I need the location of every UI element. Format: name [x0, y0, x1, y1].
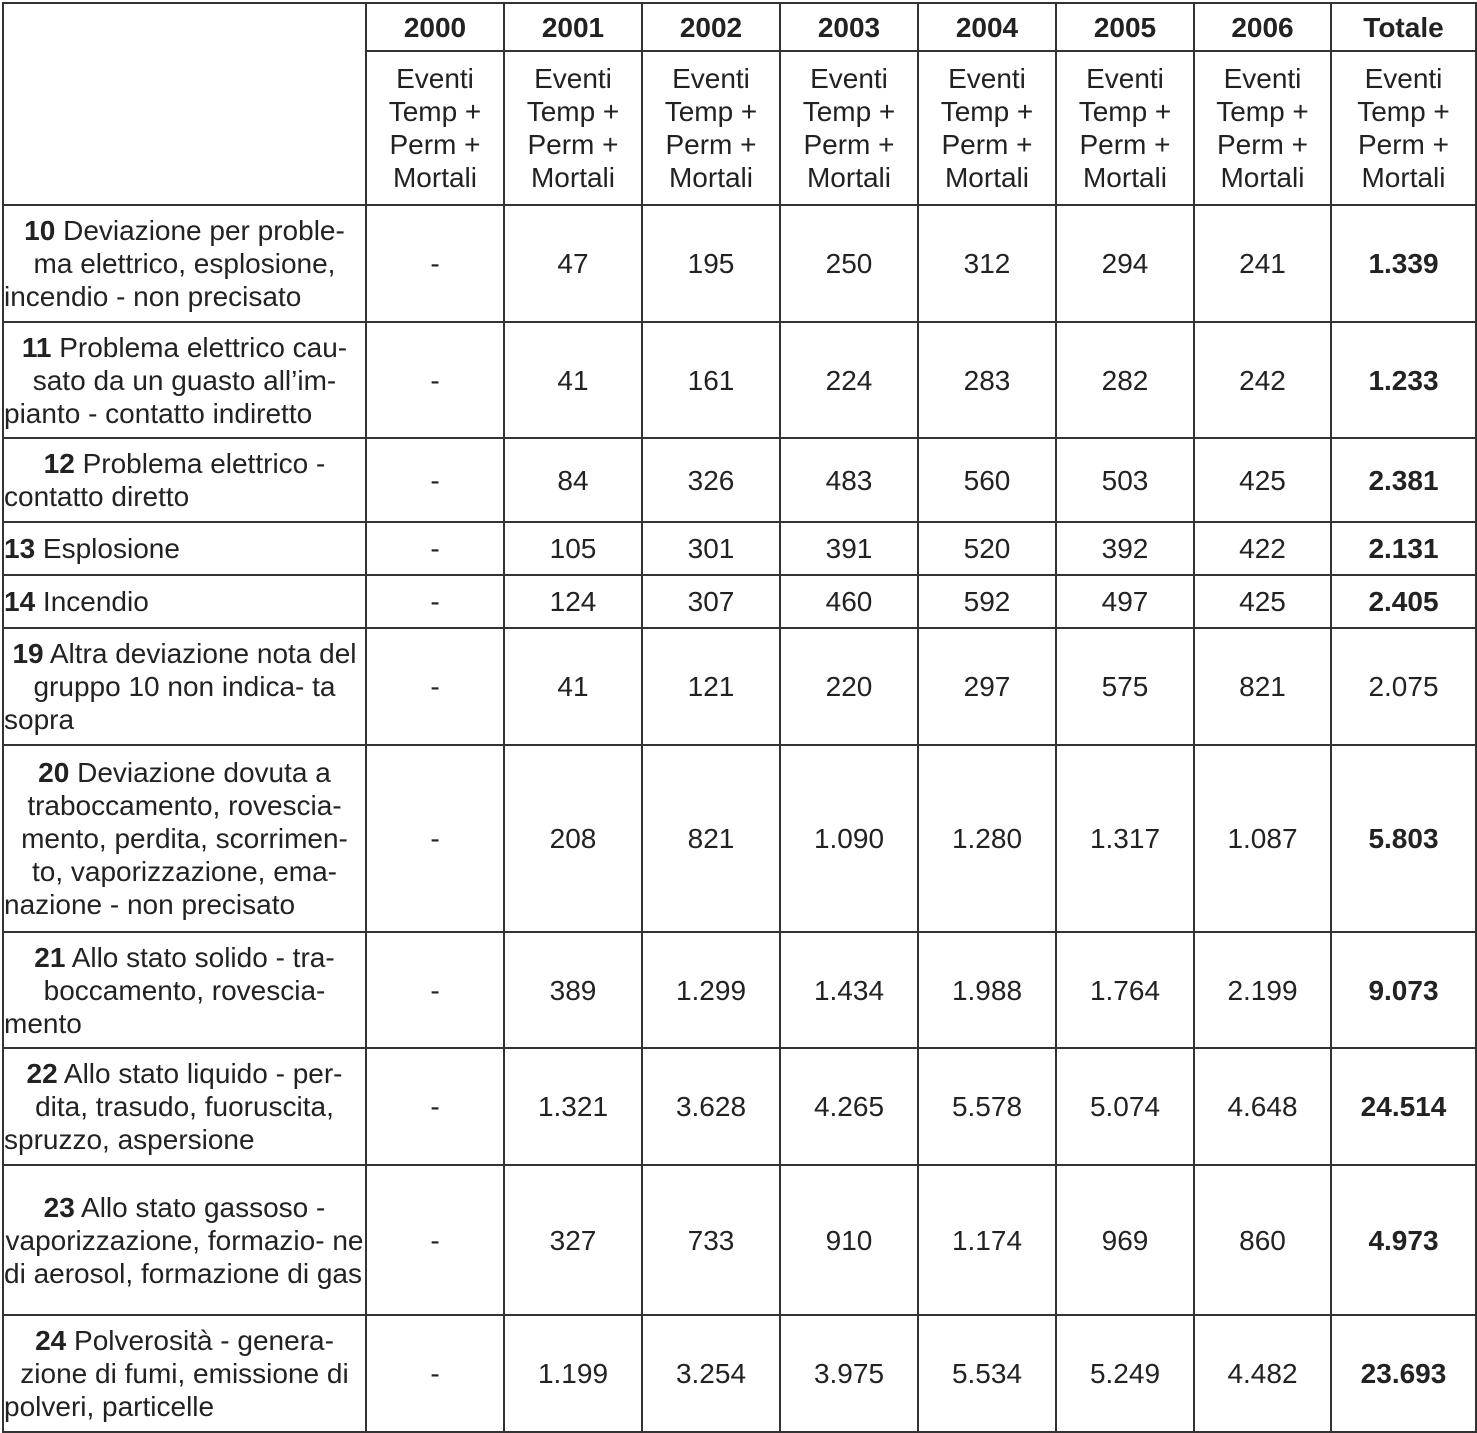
value-cell: 301 [642, 522, 780, 575]
header-subheader: Eventi Temp + Perm + Mortali [780, 51, 918, 205]
row-code: 21 [34, 941, 66, 973]
total-cell: 1.233 [1331, 322, 1476, 438]
total-cell: 1.339 [1331, 205, 1476, 322]
value-cell: 5.249 [1056, 1315, 1194, 1432]
value-cell: 389 [504, 932, 642, 1048]
value-cell: 1.299 [642, 932, 780, 1048]
value-cell: 105 [504, 522, 642, 575]
value-cell: 2.199 [1194, 932, 1331, 1048]
row-code: 11 [21, 331, 52, 363]
value-cell: 326 [642, 438, 780, 522]
header-subheader: Eventi Temp + Perm + Mortali [504, 51, 642, 205]
value-cell: 3.628 [642, 1048, 780, 1165]
row-description: 22 Allo stato liquido - per- dita, trasudo, fuoruscita, spruzzo, aspersione [3, 1048, 366, 1165]
value-cell: 1.317 [1056, 745, 1194, 932]
value-cell: 969 [1056, 1165, 1194, 1315]
value-cell: 1.321 [504, 1048, 642, 1165]
header-year: 2004 [918, 3, 1056, 51]
total-cell: 2.075 [1331, 628, 1476, 745]
value-cell: 41 [504, 322, 642, 438]
value-cell: 1.764 [1056, 932, 1194, 1048]
value-cell: 1.090 [780, 745, 918, 932]
header-year: 2003 [780, 3, 918, 51]
value-cell: 592 [918, 575, 1056, 628]
table-row [3, 1048, 1476, 1165]
row-code: 19 [12, 638, 44, 669]
value-cell: 4.482 [1194, 1315, 1331, 1432]
table-row [3, 205, 1476, 322]
value-cell: - [366, 322, 504, 438]
value-cell: 422 [1194, 522, 1331, 575]
table-row [3, 628, 1476, 745]
value-cell: 41 [504, 628, 642, 745]
header-subheader: Eventi Temp + Perm + Mortali [1194, 51, 1331, 205]
value-cell: 297 [918, 628, 1056, 745]
value-cell: 460 [780, 575, 918, 628]
row-code: 20 [38, 757, 70, 788]
header-subheader: Eventi Temp + Perm + Mortali [366, 51, 504, 205]
value-cell: 860 [1194, 1165, 1331, 1315]
value-cell: 425 [1194, 575, 1331, 628]
row-description: 13 Esplosione [3, 522, 366, 575]
value-cell: 4.265 [780, 1048, 918, 1165]
total-cell: 2.405 [1331, 575, 1476, 628]
table-row [3, 1165, 1476, 1315]
value-cell: 910 [780, 1165, 918, 1315]
header-total: Totale [1331, 3, 1476, 51]
total-cell: 5.803 [1331, 745, 1476, 932]
row-description: 12 Problema elettrico - contatto diretto [3, 438, 366, 522]
table-body [3, 205, 1476, 1432]
row-code: 12 [43, 448, 75, 479]
value-cell: 560 [918, 438, 1056, 522]
value-cell: 3.254 [642, 1315, 780, 1432]
value-cell: 250 [780, 205, 918, 322]
row-description: 21 Allo stato solido - tra- boccamento, rovescia- mento [3, 932, 366, 1048]
value-cell: 3.975 [780, 1315, 918, 1432]
value-cell: 1.087 [1194, 745, 1331, 932]
value-cell: 1.174 [918, 1165, 1056, 1315]
total-cell: 23.693 [1331, 1315, 1476, 1432]
table-row [3, 522, 1476, 575]
value-cell: 4.648 [1194, 1048, 1331, 1165]
value-cell: 5.534 [918, 1315, 1056, 1432]
value-cell: 307 [642, 575, 780, 628]
total-cell: 9.073 [1331, 932, 1476, 1048]
table-row [3, 575, 1476, 628]
row-code: 24 [35, 1325, 67, 1356]
value-cell: 121 [642, 628, 780, 745]
table-row [3, 745, 1476, 932]
value-cell: 821 [1194, 628, 1331, 745]
total-cell: 4.973 [1331, 1165, 1476, 1315]
header-subheader: Eventi Temp + Perm + Mortali [1056, 51, 1194, 205]
value-cell: - [366, 628, 504, 745]
value-cell: 282 [1056, 322, 1194, 438]
value-cell: - [366, 438, 504, 522]
value-cell: 391 [780, 522, 918, 575]
value-cell: 1.199 [504, 1315, 642, 1432]
value-cell: - [366, 1165, 504, 1315]
value-cell: - [366, 932, 504, 1048]
value-cell: 5.074 [1056, 1048, 1194, 1165]
row-code: 14 [4, 586, 36, 617]
table-row [3, 1315, 1476, 1432]
value-cell: 821 [642, 745, 780, 932]
total-cell: 24.514 [1331, 1048, 1476, 1165]
value-cell: 161 [642, 322, 780, 438]
value-cell: 208 [504, 745, 642, 932]
header-subheader: Eventi Temp + Perm + Mortali [1331, 51, 1476, 205]
header-year: 2002 [642, 3, 780, 51]
data-table [2, 2, 1477, 1433]
table-row [3, 322, 1476, 438]
value-cell: 497 [1056, 575, 1194, 628]
header-year-row [3, 3, 1476, 51]
row-description: 11 Problema elettrico cau- sato da un guasto all’im- pianto - contatto indiretto [3, 322, 366, 438]
value-cell: 483 [780, 438, 918, 522]
value-cell: 5.578 [918, 1048, 1056, 1165]
table-row [3, 438, 1476, 522]
row-description: 14 Incendio [3, 575, 366, 628]
header-year: 2001 [504, 3, 642, 51]
value-cell: 124 [504, 575, 642, 628]
row-code: 10 [24, 215, 56, 246]
value-cell: 220 [780, 628, 918, 745]
value-cell: - [366, 522, 504, 575]
value-cell: 195 [642, 205, 780, 322]
row-description: 23 Allo stato gassoso - vaporizzazione, formazio- ne di aerosol, formazione di gas [3, 1165, 366, 1315]
value-cell: - [366, 575, 504, 628]
total-cell: 2.131 [1331, 522, 1476, 575]
value-cell: 503 [1056, 438, 1194, 522]
value-cell: - [366, 1315, 504, 1432]
row-description: 19 Altra deviazione nota del gruppo 10 non indica- ta sopra [3, 628, 366, 745]
header-year: 2006 [1194, 3, 1331, 51]
value-cell: 733 [642, 1165, 780, 1315]
value-cell: 47 [504, 205, 642, 322]
value-cell: 1.434 [780, 932, 918, 1048]
total-cell: 2.381 [1331, 438, 1476, 522]
row-code: 13 [4, 533, 36, 564]
value-cell: 520 [918, 522, 1056, 575]
value-cell: 327 [504, 1165, 642, 1315]
row-code: 22 [26, 1058, 58, 1089]
header-year: 2000 [366, 3, 504, 51]
value-cell: - [366, 1048, 504, 1165]
value-cell: - [366, 205, 504, 322]
value-cell: 241 [1194, 205, 1331, 322]
value-cell: 1.988 [918, 932, 1056, 1048]
value-cell: 84 [504, 438, 642, 522]
value-cell: 1.280 [918, 745, 1056, 932]
value-cell: 575 [1056, 628, 1194, 745]
header-empty-cell [3, 3, 366, 205]
row-description: 24 Polverosità - genera- zione di fumi, emissione di polveri, particelle [3, 1315, 366, 1432]
value-cell: 242 [1194, 322, 1331, 438]
row-description: 20 Deviazione dovuta a traboccamento, rovescia- mento, perdita, scorrimen- to, vaporizzazione, ema- nazione - non precisato [3, 745, 366, 932]
row-description: 10 Deviazione per proble- ma elettrico, esplosione, incendio - non precisato [3, 205, 366, 322]
value-cell: 392 [1056, 522, 1194, 575]
header-year: 2005 [1056, 3, 1194, 51]
value-cell: 224 [780, 322, 918, 438]
value-cell: 312 [918, 205, 1056, 322]
value-cell: 283 [918, 322, 1056, 438]
header-subheader: Eventi Temp + Perm + Mortali [642, 51, 780, 205]
value-cell: 425 [1194, 438, 1331, 522]
header-subheader: Eventi Temp + Perm + Mortali [918, 51, 1056, 205]
value-cell: 294 [1056, 205, 1194, 322]
table-row [3, 932, 1476, 1048]
row-code: 23 [43, 1191, 75, 1223]
value-cell: - [366, 745, 504, 932]
